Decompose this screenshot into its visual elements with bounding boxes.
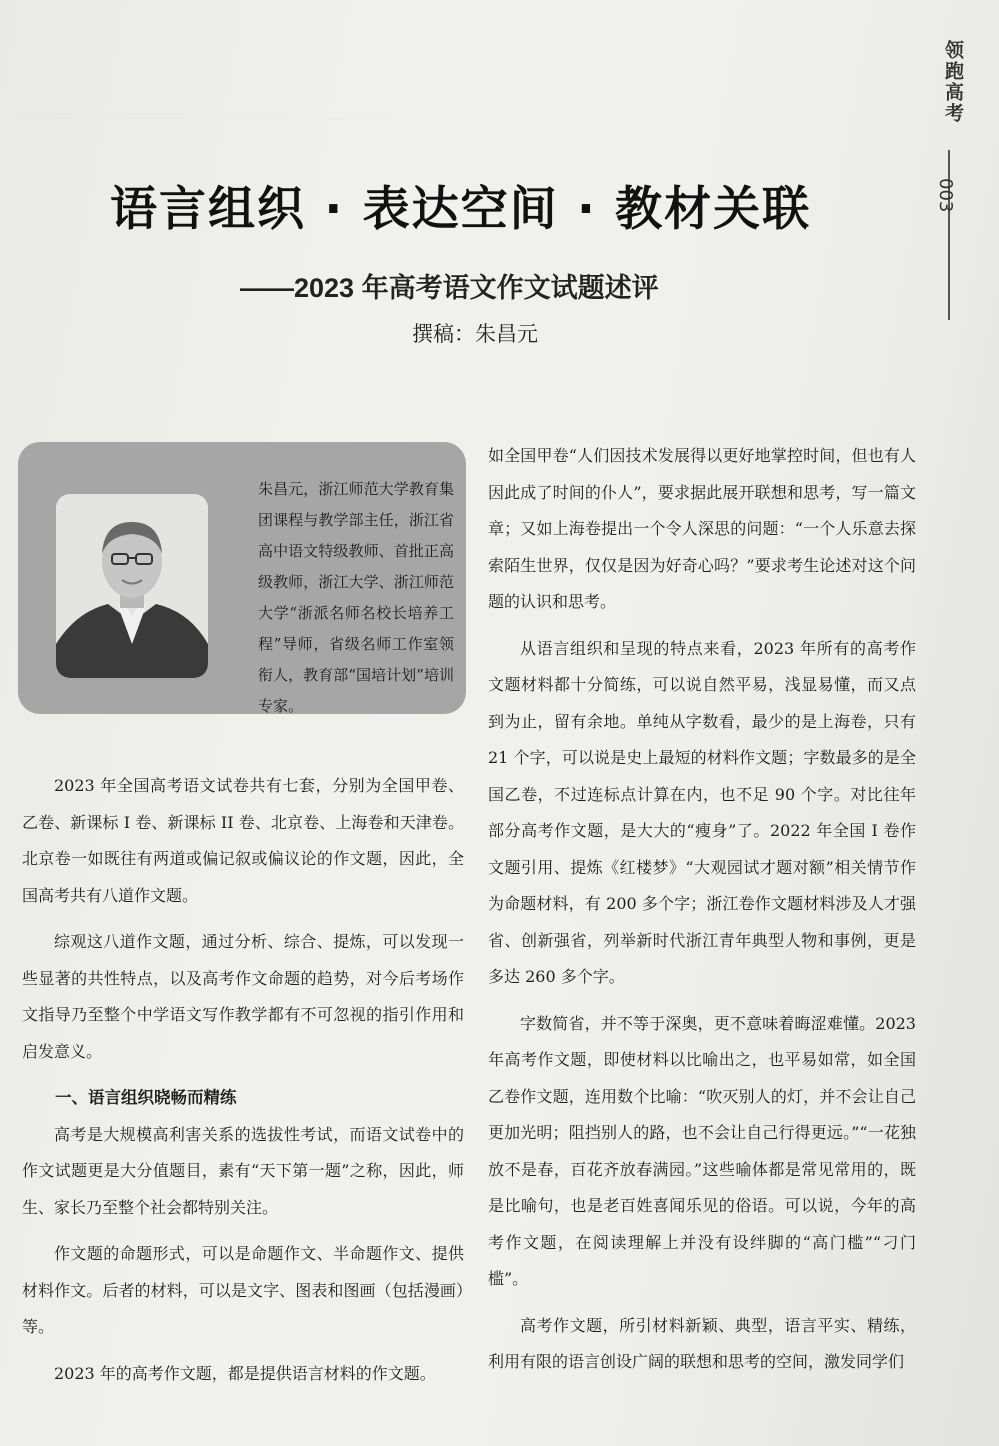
page-number: 003 <box>935 178 956 213</box>
paragraph: 作文题的命题形式，可以是命题作文、半命题作文、提供材料作文。后者的材料，可以是文字、图表和图画（包括漫画）等。 <box>22 1244 464 1336</box>
author-bio-text: 朱昌元，浙江师范大学教育集团课程与教学部主任，浙江省高中语文特级教师、首批正高级教师，浙江大学、浙江师范大学“浙派名师名校长培养工程”导师，省级名师工作室领衔人，教育部“国培计划”培训专家。 <box>258 480 454 715</box>
section-label: 领跑高考 <box>942 40 964 124</box>
article-title: 语言组织 · 表达空间 · 教材关联 <box>110 182 812 237</box>
paragraph: 如全国甲卷“人们因技术发展得以更好地掌控时间，但也有人因此成了时间的仆人”，要求据此展开联想和思考，写一篇文章；又如上海卷提出一个令人深思的问题：“一个人乐意去探索陌生世界，仅仅是因为好奇心吗？”要求考生论述对这个问题的认识和思考。 <box>488 446 916 611</box>
section-heading: 一、语言组织晓畅而精练 <box>55 1088 237 1107</box>
paragraph: 高考是大规模高利害关系的选拔性考试，而语文试卷中的作文试题更是大分值题目，素有“天下第一题”之称，因此，师生、家长乃至整个社会都特别关注。 <box>22 1124 464 1217</box>
paragraph: 字数简省，并不等于深奥，更不意味着晦涩难懂。2023 年高考作文题，即使材料以比喻出之，也平易如常，如全国乙卷作文题，连用数个比喻：“吹灭别人的灯，并不会让自己更加光明；阻挡别人的路，也不会让自己行得更远。”“一花独放不是春，百花齐放春满园。”这些喻体都是常见常用的，既是比喻句，也是老百姓喜闻乐见的俗语。可以说，今年的高考作文题，在阅读理解上并没有设绊脚的“高门槛”“刁门槛”。 <box>488 1013 916 1288</box>
paragraph: 2023 年的高考作文题，都是提供语言材料的作文题。 <box>54 1363 436 1383</box>
paragraph: 综观这八道作文题，通过分析、综合、提炼，可以发现一些显著的共性特点，以及高考作文命题的趋势，对今后考场作文指导乃至整个中学语文写作教学都有不可忽视的指引作用和启发意义。 <box>22 932 464 1061</box>
author-bio-box <box>18 442 466 714</box>
article-subtitle: ——2023 年高考语文作文试题述评 <box>240 273 659 303</box>
left-column <box>22 768 464 1392</box>
author-byline: 撰稿：朱昌元 <box>412 322 538 346</box>
paragraph: 2023 年全国高考语文试卷共有七套，分别为全国甲卷、乙卷、新课标 I 卷、新课标 II 卷、北京卷、上海卷和天津卷。北京卷一如既往有两道或偏记叙或偏议论的作文题，因此，全国高考共有八道作文题。 <box>22 776 464 905</box>
paragraph: 从语言组织和呈现的特点来看，2023 年所有的高考作文题材料都十分简练，可以说自然平易，浅显易懂，而又点到为止，留有余地。单纯从字数看，最少的是上海卷，只有 21 个字，可以说是史上最短的材料作文题；字数最多的是全国乙卷，不过连标点计算在内，也不足 90 个字。对比往年部分高考作文题，是大大的“瘦身”了。2022 年全国 I 卷作文题引用、提炼《红楼梦》“大观园试才题对额”相关情节作为命题材料，有 200 多个字；浙江卷作文题材料涉及人才强省、创新强省，列举新时代浙江青年典型人物和事例，更是多达 260 多个字。 <box>488 638 916 986</box>
right-column <box>488 438 916 1381</box>
bleed-through-texture <box>20 80 470 440</box>
author-photo <box>56 494 208 678</box>
side-divider <box>948 150 950 320</box>
paragraph: 高考作文题，所引材料新颖、典型，语言平实、精练，利用有限的语言创设广阔的联想和思考的空间，激发同学们 <box>488 1315 916 1371</box>
portrait-illustration <box>56 494 208 678</box>
